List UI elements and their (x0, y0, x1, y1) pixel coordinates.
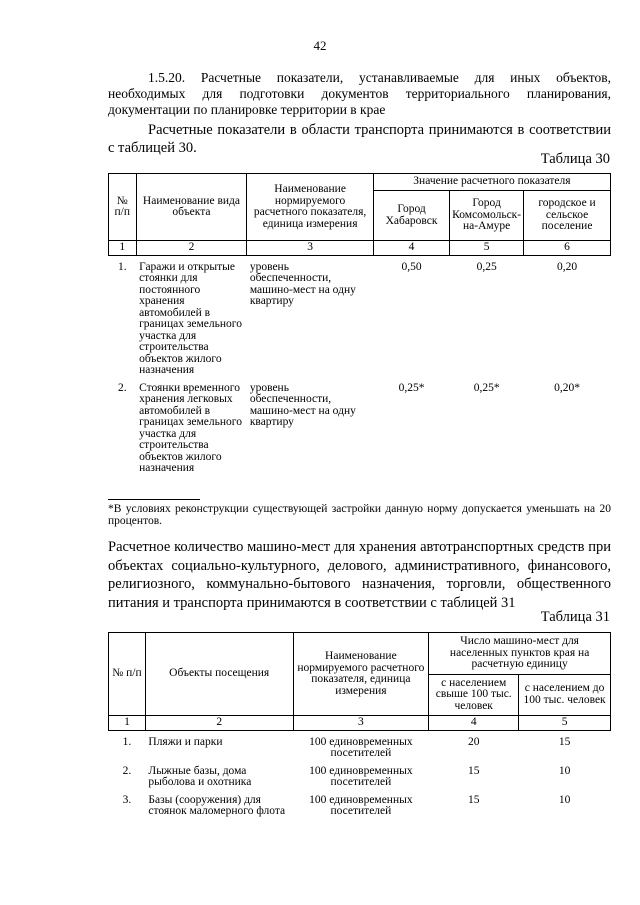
t31-row-over100: 15 (467, 764, 480, 777)
t30-colnum: 4 (373, 241, 449, 256)
t31-colnum: 2 (145, 716, 293, 731)
t30-row-komsomolsk: 0,25 (476, 260, 497, 273)
t31-header-over100: с населением свыше 100 тыс. человек (429, 674, 519, 716)
transport-paragraph: Расчетные показатели в области транспорта принимаются в соответствии с таблицей 30. (108, 122, 611, 156)
t30-row-rural: 0,20 (556, 260, 578, 273)
t31-row-object: Базы (сооружения) для стоянок маломерного флота (148, 793, 286, 817)
t30-column-numbers (109, 241, 611, 256)
t31-row-over100: 15 (467, 793, 480, 806)
t30-row-khabarovsk: 0,50 (401, 260, 422, 273)
t30-row-rural: 0,20* (554, 381, 580, 394)
t31-row-indicator: 100 единовременных посетителей (309, 793, 413, 817)
t30-header-komsomolsk: Город Комсомольск-на-Амуре (450, 191, 524, 241)
t30-header-object: Наименование вида объекта (136, 174, 247, 241)
table-30 (108, 173, 611, 475)
t31-header-num: № п/п (109, 633, 146, 716)
t30-row-num: 1. (117, 260, 127, 273)
t31-colnum: 1 (109, 716, 146, 731)
t30-row-indicator: уровень обеспеченности, машино-мест на одну квартиру (249, 260, 356, 307)
section-1-5-20: 1.5.20. Расчетные показатели, устанавливаемые для иных объектов, необходимых для подготовки документов территориального планирования, документации по планировке территории в крае (108, 70, 611, 117)
t31-row-over100: 20 (467, 735, 480, 748)
table-row (109, 766, 611, 789)
t31-row-num: 1. (122, 735, 132, 748)
t31-header-object: Объекты посещения (145, 633, 293, 716)
t30-header-khabarovsk: Город Хабаровск (373, 191, 449, 241)
t30-header-num: № п/п (109, 174, 137, 241)
t31-row-upto100: 10 (558, 764, 571, 777)
t31-header-indicator: Наименование нормируемого расчетного показателя, единица измерения (293, 633, 429, 716)
parking-paragraph: Расчетное количество машино-мест для хранения автотранспортных средств при объектах социально-культурного, делового, административного, финансового, религиозного, коммунально-бытового назначения, торговли, общественного питания и транспорта принимаются в соответствии с таблицей 31 (108, 539, 611, 611)
t31-row-object: Лыжные базы, дома рыболова и охотника (148, 764, 252, 788)
table-row (109, 262, 611, 377)
t31-row-num: 3. (122, 793, 132, 806)
t30-header-indicator: Наименование нормируемого расчетного показателя, единица измерения (247, 174, 374, 241)
t31-colnum: 4 (429, 716, 519, 731)
table-row (109, 737, 611, 760)
t30-row-object: Стоянки временного хранения легковых автомобилей в границах земельного участка для строительства объектов жилого назначения (139, 381, 242, 474)
t31-header-group: Число машино-мест для населенных пунктов края на расчетную единицу (429, 633, 611, 675)
table-31 (108, 632, 611, 818)
t31-row-object: Пляжи и парки (148, 735, 223, 748)
t31-row-num: 2. (122, 764, 132, 777)
t30-row-object: Гаражи и открытые стоянки для постоянного хранения автомобилей в границах земельного участка для строительства объектов жилого назначения (139, 260, 242, 376)
t31-colnum: 5 (519, 716, 611, 731)
t30-colnum: 3 (247, 241, 374, 256)
t30-row-khabarovsk: 0,25* (398, 381, 425, 394)
table31-caption: Таблица 31 (540, 609, 610, 625)
t31-row-indicator: 100 единовременных посетителей (309, 764, 413, 788)
t31-header-upto100: с населением до 100 тыс. человек (519, 674, 611, 716)
t30-colnum: 1 (109, 241, 137, 256)
t30-row-indicator: уровень обеспеченности, машино-мест на одну квартиру (249, 381, 356, 428)
t30-row-komsomolsk: 0,25* (473, 381, 500, 394)
t31-row-indicator: 100 единовременных посетителей (309, 735, 413, 759)
t30-colnum: 6 (524, 241, 611, 256)
t30-header-rural: городское и сельское поселение (524, 191, 611, 241)
page-number: 42 (313, 38, 327, 53)
table-row (109, 383, 611, 475)
t31-row-upto100: 15 (558, 735, 571, 748)
table-row (109, 795, 611, 818)
footnote-divider (108, 499, 200, 500)
t31-row-upto100: 10 (558, 793, 571, 806)
t30-row-num: 2. (117, 381, 127, 394)
t30-header-value-group: Значение расчетного показателя (373, 174, 610, 191)
t30-colnum: 5 (450, 241, 524, 256)
t30-colnum: 2 (136, 241, 247, 256)
t31-column-numbers (109, 716, 611, 731)
footnote: *В условиях реконструкции существующей застройки данную норму допускается уменьшать на 20 процентов. (108, 503, 611, 527)
t31-colnum: 3 (293, 716, 429, 731)
table30-caption: Таблица 30 (540, 151, 610, 167)
